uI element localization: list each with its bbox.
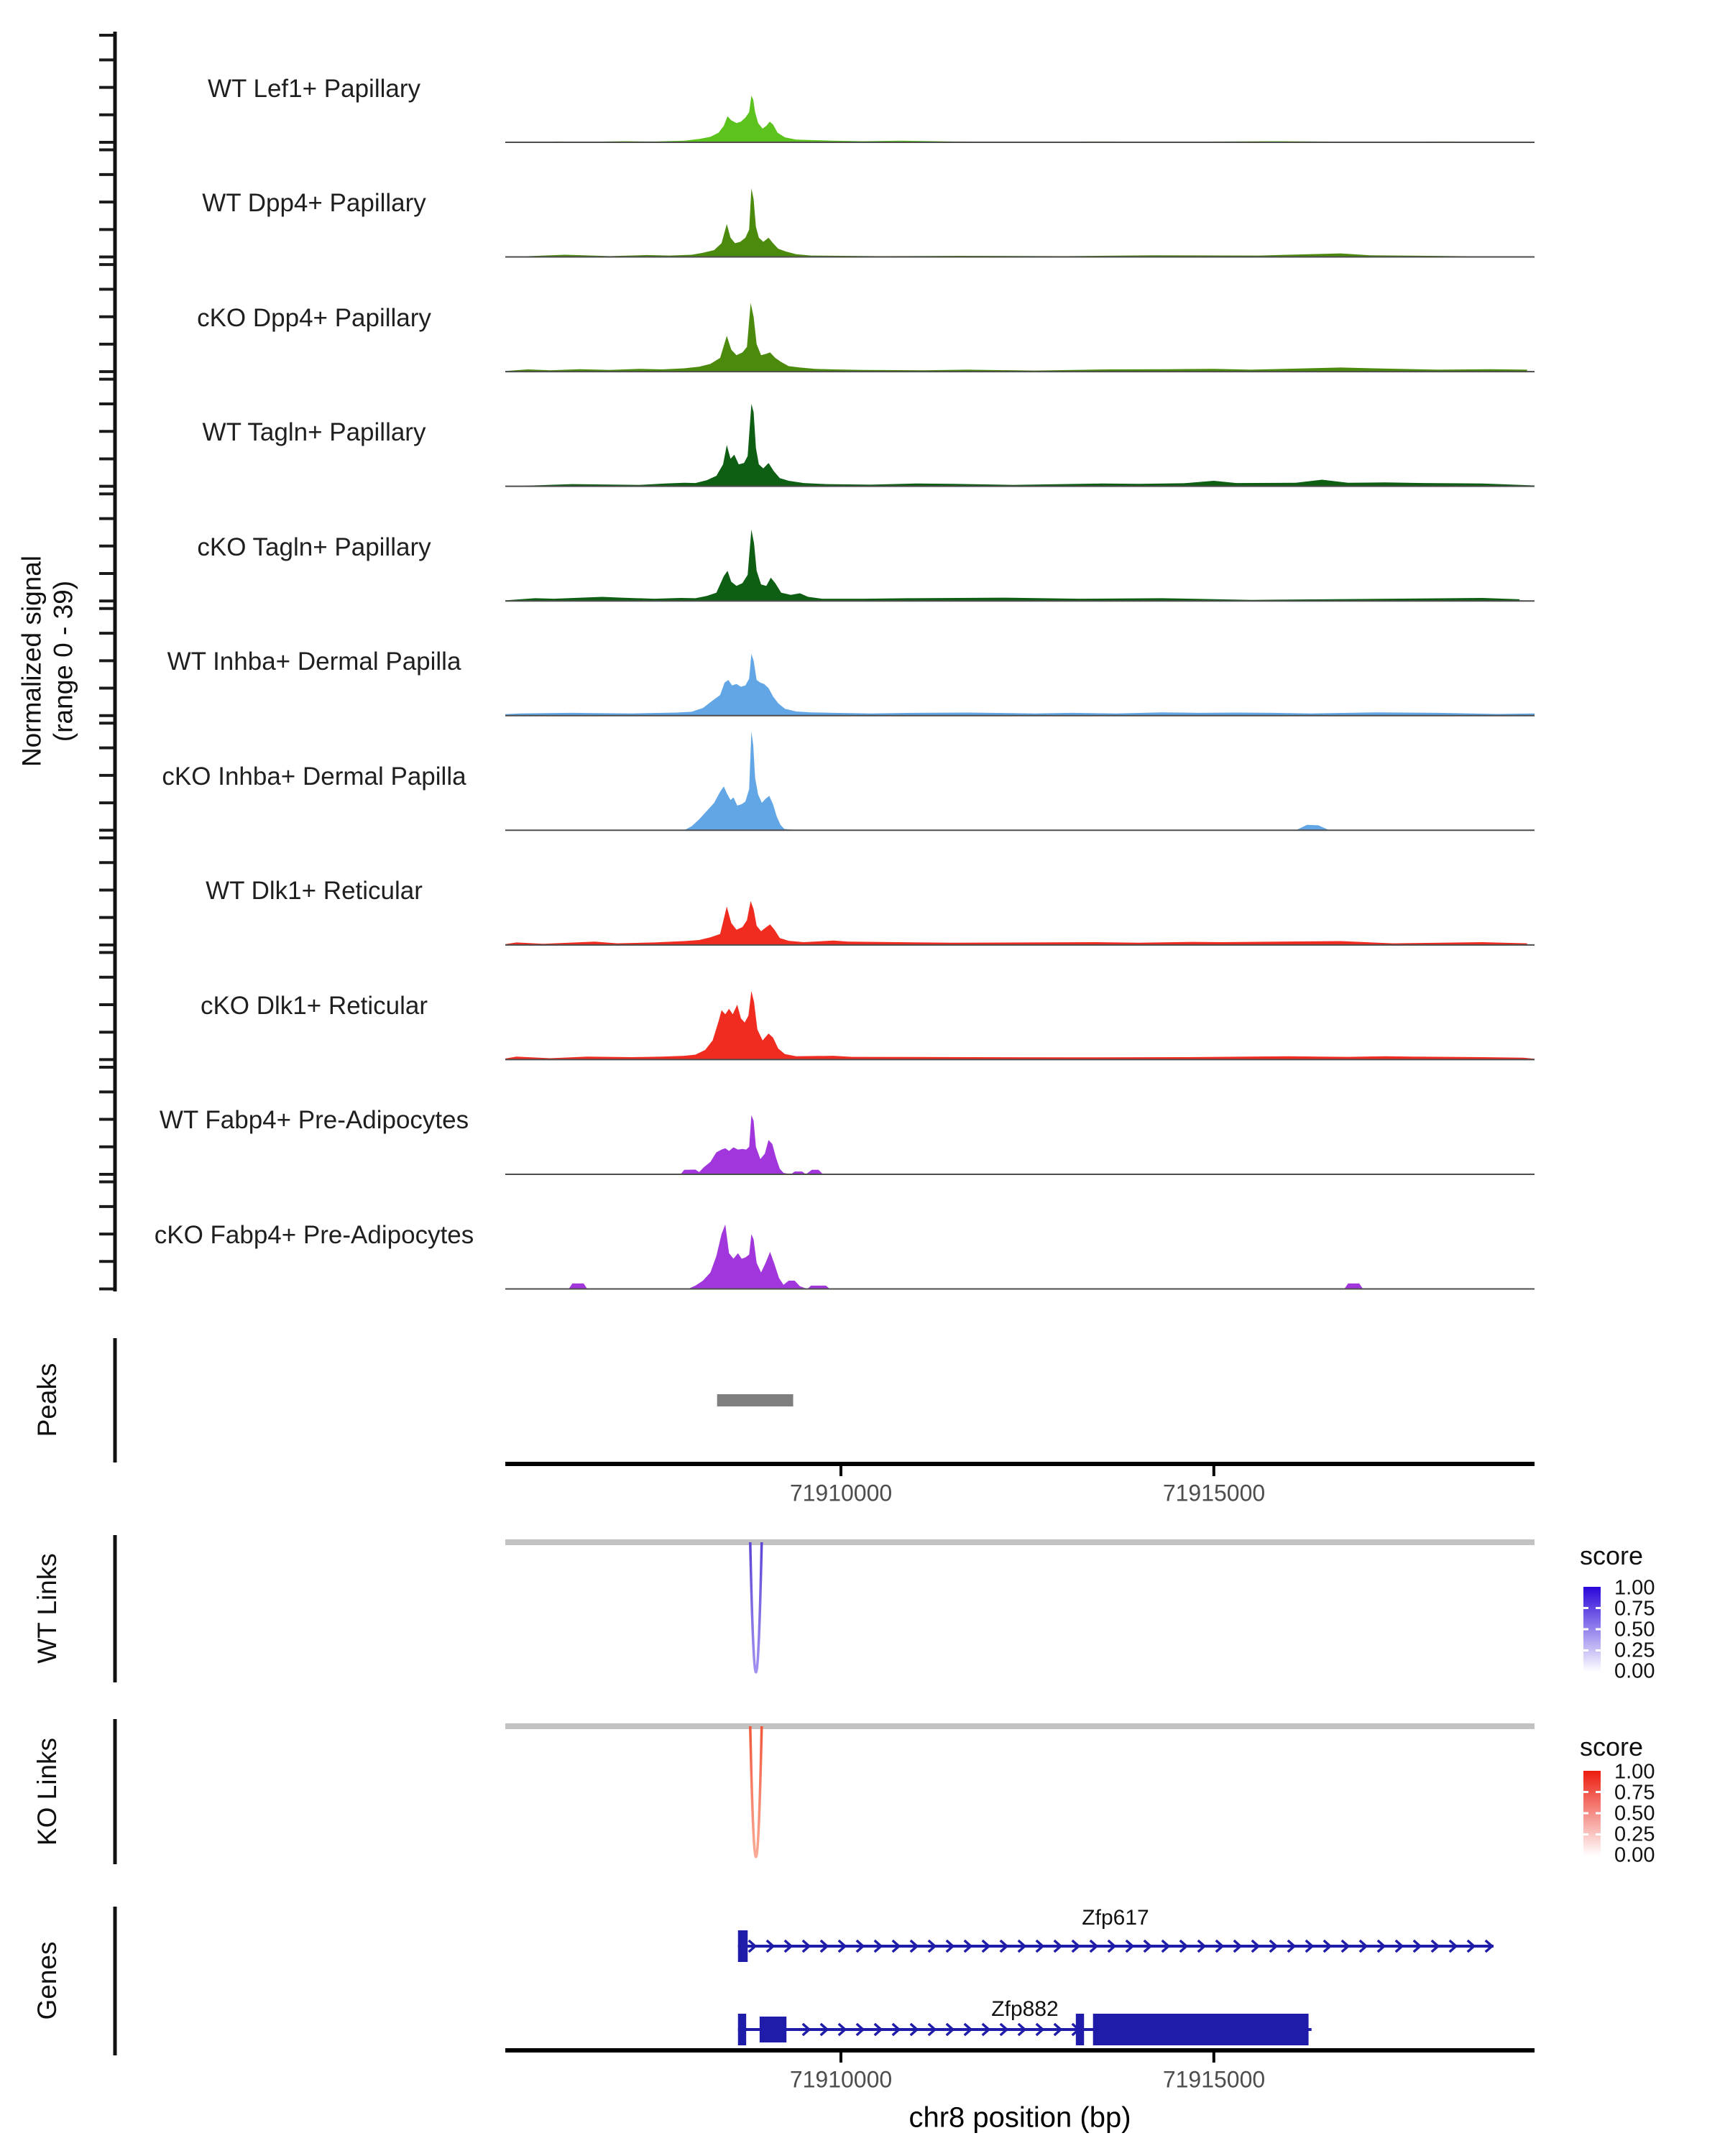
coverage-area-track-7 xyxy=(505,901,1527,945)
section-label-ko-links: KO Links xyxy=(32,1737,62,1846)
wt-link-loop xyxy=(750,1542,762,1672)
ko-link-loop xyxy=(750,1726,762,1857)
track-label-8: cKO Dlk1+ Reticular xyxy=(200,991,428,1020)
track-label-4: cKO Tagln+ Papillary xyxy=(197,533,431,561)
coverage-area-track-8 xyxy=(505,991,1535,1060)
peak-interval-bar xyxy=(717,1394,794,1406)
coverage-area-track-3 xyxy=(505,404,1535,487)
gene-exon-Zfp882 xyxy=(1093,2014,1309,2045)
section-label-peaks: Peaks xyxy=(32,1363,62,1437)
wt-links-legend-title: score xyxy=(1580,1541,1644,1570)
axis-1-tick-label-1: 71915000 xyxy=(1162,2066,1266,2093)
ko-legend-label-1: 0.75 xyxy=(1614,1781,1655,1805)
wt-legend-label-1: 0.75 xyxy=(1614,1597,1655,1621)
coverage-area-track-4 xyxy=(505,530,1519,601)
gene-exon-Zfp882 xyxy=(738,2014,746,2045)
section-label-wt-links: WT Links xyxy=(32,1553,62,1664)
gene-exon-Zfp882 xyxy=(760,2017,786,2042)
track-label-7: WT Dlk1+ Reticular xyxy=(206,877,423,906)
track-label-10: cKO Fabp4+ Pre-Adipocytes xyxy=(154,1221,474,1249)
coverage-area-track-9 xyxy=(505,1115,1535,1174)
wt-legend-label-4: 0.00 xyxy=(1614,1659,1655,1683)
ko-legend-label-4: 0.00 xyxy=(1614,1843,1655,1867)
gene-exon-Zfp617 xyxy=(738,1930,748,1962)
ko-legend-label-0: 1.00 xyxy=(1614,1760,1655,1784)
track-label-9: WT Fabp4+ Pre-Adipocytes xyxy=(159,1106,469,1135)
ko-links-legend-title: score xyxy=(1580,1732,1644,1761)
coverage-area-track-1 xyxy=(505,188,1535,257)
y-axis-label xyxy=(16,556,78,767)
wt-legend-label-2: 0.50 xyxy=(1614,1618,1655,1641)
axis-0-tick-label-0: 71910000 xyxy=(789,1480,893,1506)
ko-legend-label-3: 0.25 xyxy=(1614,1823,1655,1846)
x-axis-title: chr8 position (bp) xyxy=(908,2101,1131,2134)
track-label-2: cKO Dpp4+ Papillary xyxy=(197,303,431,332)
ko-legend-label-2: 0.50 xyxy=(1614,1802,1655,1825)
gene-name-label-Zfp617: Zfp617 xyxy=(1082,1906,1149,1930)
gene-exon-Zfp882 xyxy=(1076,2014,1084,2045)
track-label-1: WT Dpp4+ Papillary xyxy=(202,189,426,218)
track-label-0: WT Lef1+ Papillary xyxy=(207,74,421,103)
y-axis-label-line1: Normalized signal xyxy=(17,555,47,768)
coverage-area-track-2 xyxy=(505,303,1527,372)
coverage-area-track-6 xyxy=(505,732,1535,831)
axis-0-tick-label-1: 71915000 xyxy=(1162,1480,1266,1506)
coverage-area-track-10 xyxy=(505,1225,1535,1289)
track-label-6: cKO Inhba+ Dermal Papilla xyxy=(162,762,466,791)
coverage-area-track-0 xyxy=(505,96,1535,142)
wt-legend-label-0: 1.00 xyxy=(1614,1576,1655,1600)
track-label-5: WT Inhba+ Dermal Papilla xyxy=(167,648,461,676)
y-axis-label-line2: (range 0 - 39) xyxy=(48,580,78,742)
gene-name-label-Zfp882: Zfp882 xyxy=(991,1997,1059,2021)
coverage-area-track-5 xyxy=(505,654,1535,716)
section-label-genes: Genes xyxy=(32,1941,62,2020)
track-label-3: WT Tagln+ Papillary xyxy=(202,418,426,447)
wt-legend-label-3: 0.25 xyxy=(1614,1639,1655,1662)
axis-1-tick-label-0: 71910000 xyxy=(789,2066,893,2093)
